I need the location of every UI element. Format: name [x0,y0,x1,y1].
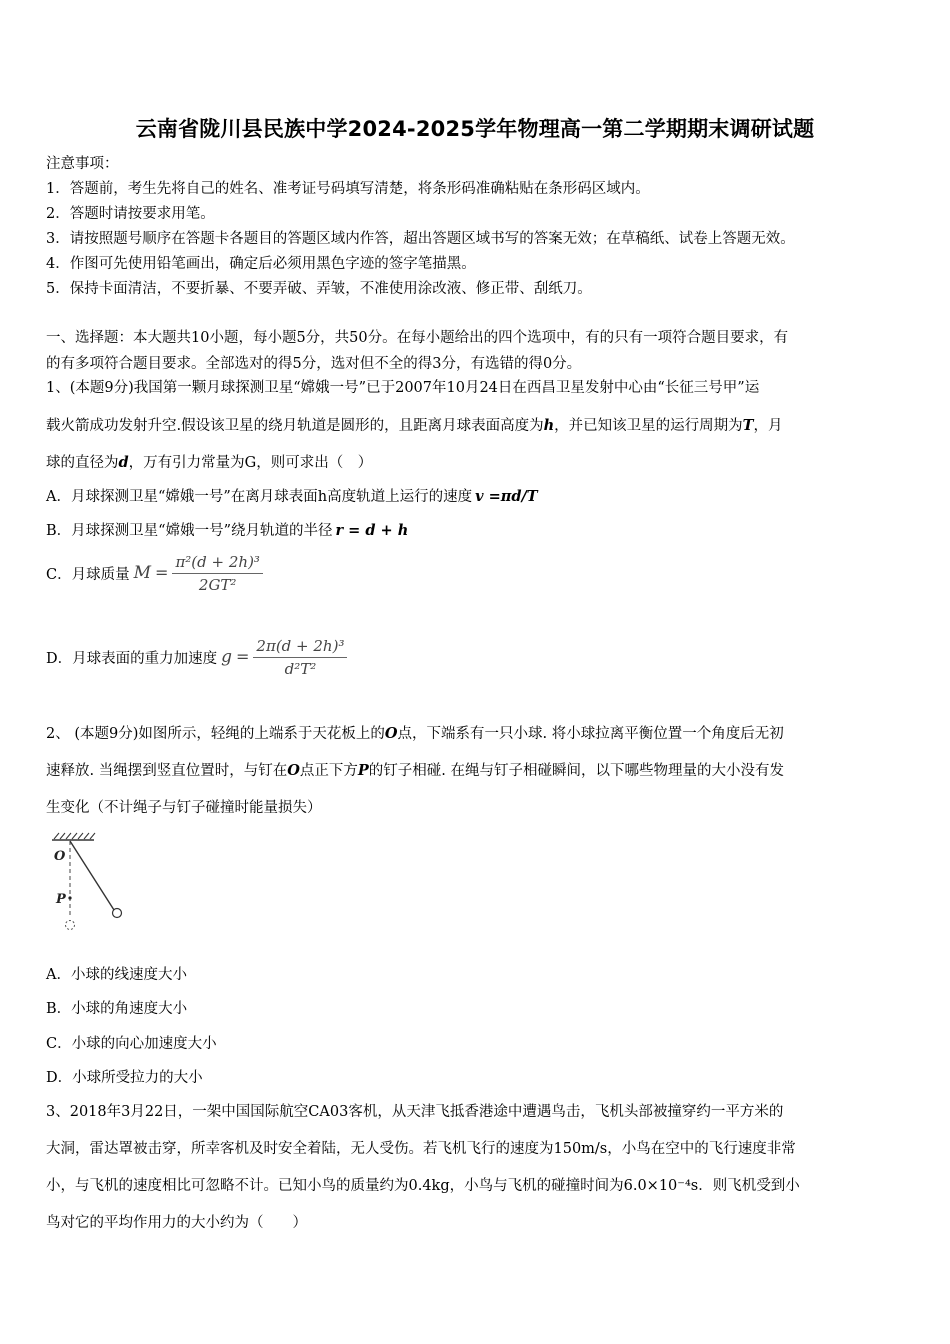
q3-stem-line: 小，与飞机的速度相比可忽略不计。已知小鸟的质量约为0.4kg，小鸟与飞机的碰撞时间为6.0×10⁻⁴s．则飞机受到小 [46,1178,800,1194]
notice-heading: 注意事项： [46,156,119,172]
rope [70,841,114,910]
q1-stem-line: 1、(本题9分)我国第一颗月球探测卫星“嫦娥一号”已于2007年10月24日在西昌卫星发射中心由“长征三号甲”运 [46,380,760,396]
formula-fraction: $\frac{\text{π²(d + 2h)³}}{\text{2GT²}}$ [172,553,263,594]
q2-option-c: C．小球的向心加速度大小 [46,1036,217,1052]
label-p: P [56,892,66,907]
q2-stem-line: 生变化（不计绳子与钉子碰撞时能量损失） [46,800,322,816]
notice-item: 1．答题前，考生先将自己的姓名、准考证号码填写清楚，将条形码准确粘贴在条形码区域内。 [46,181,650,197]
q1-option-d: D．月球表面的重力加速度 g = $\frac{\text{2π(d + 2h)³}}{\text{d²T²}}$ [46,637,347,678]
ceiling-hatch [54,833,95,839]
section-instructions-line: 一、选择题：本大题共10小题，每小题5分，共50分。在每小题给出的四个选项中，有的只有一项符合题目要求，有 [46,330,789,346]
q1-option-c: C．月球质量 M = $\frac{\text{π²(d + 2h)³}}{\text{2GT²}}$ [46,553,263,594]
page-title: 云南省陇川县民族中学2024-2025学年物理高一第二学期期末调研试题 [135,117,815,141]
q2-option-a: A．小球的线速度大小 [46,967,187,983]
q1-stem-line: 载火箭成功发射升空.假设该卫星的绕月轨道是圆形的，且距离月球表面高度为h，并已知该卫星的运行周期为T，月 [46,417,783,434]
label-o: O [54,849,66,864]
notice-item: 2．答题时请按要求用笔。 [46,206,215,222]
q2-stem-line: 速释放. 当绳摆到竖直位置时，与钉在O点正下方P的钉子相碰. 在绳与钉子相碰瞬间，以下哪些物理量的大小没有发 [46,762,784,779]
q3-stem-line: 3、2018年3月22日，一架中国国际航空CA03客机，从天津飞抵香港途中遭遇鸟击，飞机头部被撞穿约一平方米的 [46,1104,784,1120]
nail-point [68,896,71,899]
q2-option-d: D．小球所受拉力的大小 [46,1070,203,1086]
ball [113,909,122,918]
notice-item: 3．请按照题号顺序在答题卡各题目的答题区域内作答，超出答题区域书写的答案无效；在草稿纸、试卷上答题无效。 [46,231,795,247]
notice-item: 5．保持卡面清洁，不要折暴、不要弄破、弄皱，不准使用涂改液、修正带、刮纸刀。 [46,281,592,297]
q3-stem-line: 大洞，雷达罩被击穿，所幸客机及时安全着陆，无人受伤。若飞机飞行的速度为150m/s，小鸟在空中的飞行速度非常 [46,1141,796,1157]
q3-stem-line: 鸟对它的平均作用力的大小约为（ ） [46,1215,307,1231]
q1-stem-line: 球的直径为d，万有引力常量为G，则可求出（ ） [46,454,373,471]
q1-option-a: A．月球探测卫星“嫦娥一号”在离月球表面h高度轨道上运行的速度 v =πd/T [46,488,538,505]
q2-stem-line: 2、 (本题9分)如图所示，轻绳的上端系于天花板上的O点，下端系有一只小球. 将小球拉离平衡位置一个角度后无初 [46,725,784,742]
section-instructions-line: 的有多项符合题目要求。全部选对的得5分，选对但不全的得3分，有选错的得0分。 [46,356,582,372]
notice-item: 4．作图可先使用铅笔画出，确定后必须用黑色字迹的签字笔描黑。 [46,256,476,272]
q1-option-b: B．月球探测卫星“嫦娥一号”绕月轨道的半径 r = d + h [46,522,409,539]
pendulum-diagram [48,832,138,936]
ball-lowest-position [66,921,75,930]
formula-fraction: $\frac{\text{2π(d + 2h)³}}{\text{d²T²}}$ [253,637,347,678]
q2-option-b: B．小球的角速度大小 [46,1001,188,1017]
